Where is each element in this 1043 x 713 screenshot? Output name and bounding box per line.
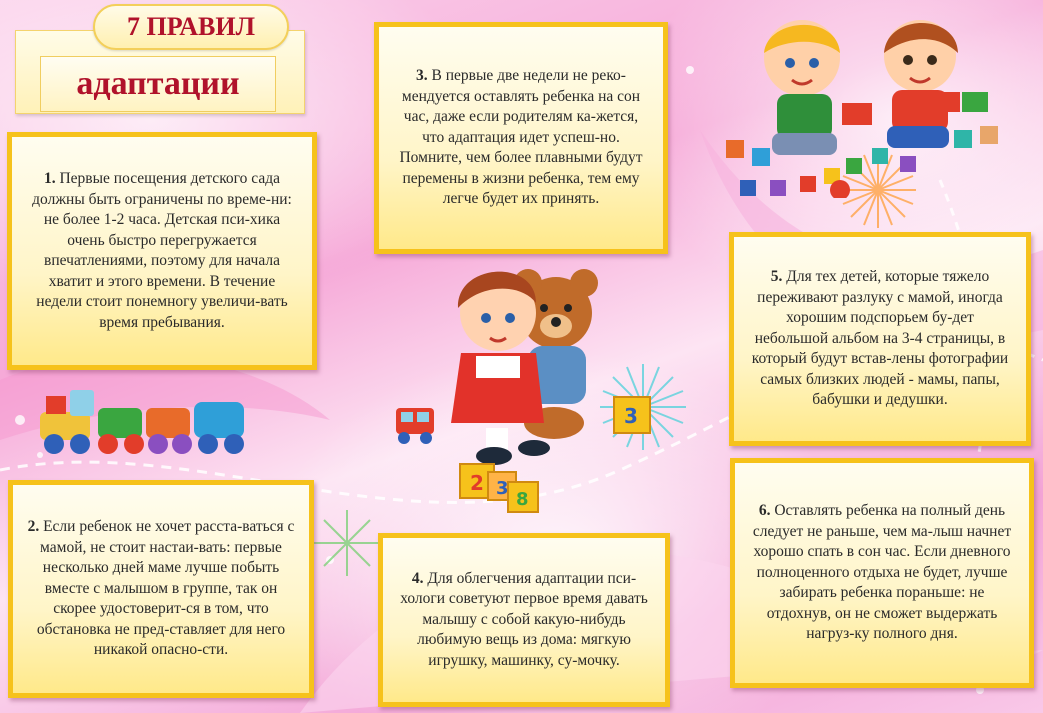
rule-card-1 (7, 132, 317, 370)
title-line-2: адаптации (40, 56, 276, 112)
number-blocks-picture (458, 458, 542, 514)
rule-body: В первые две недели не реко-мендуется оставлять ребенка на сон час, даже если родителям ка-жется, что адаптация идет успеш-но. Помните, чем более плавными будут перемены в жизни ребенка, тем ему легче будет их принять. (399, 67, 643, 208)
rule-body: Первые посещения детского сада должны быть ограничены по време-ни: не более 1-2 часа. Детская пси-хика очень быстро перегружается впечатлениями, поэтому для начала хватит и этого времени. В течение недели стоит понемногу увеличи-вать время пребывания. (32, 170, 292, 331)
svg-text:2: 2 (470, 471, 484, 495)
rule-card-3 (374, 22, 668, 254)
svg-text:8: 8 (516, 489, 529, 510)
title-line-1: 7 ПРАВИЛ (93, 4, 289, 50)
number-blocks-picture (610, 393, 654, 437)
rule-number: 3. (416, 67, 428, 85)
rule-card-5 (729, 232, 1031, 446)
rule-number: 6. (758, 502, 771, 520)
rule-number: 4. (411, 569, 424, 587)
rule-text-3 (393, 66, 649, 210)
children-playing-blocks-picture (722, 8, 1012, 198)
rule-body: Для тех детей, которые тяжело переживают разлуку с мамой, иногда хорошим подспорьем бу-дет небольшой альбом на 3-4 страницы, в который будут встав-лены фотографии самых близких людей - мамы, папы, бабушки и дедушки. (751, 268, 1009, 409)
rule-text-2 (27, 517, 295, 661)
rule-body: Для облегчения адаптации пси-хологи советуют первое время давать малышу с собой какую-нибудь любимую вещь из дома: мягкую игрушку, машинку, су-мочку. (400, 569, 648, 669)
rule-text-5 (748, 267, 1012, 411)
rule-card-4 (378, 533, 670, 707)
rule-body: Если ребенок не хочет расста-ваться с мамой, не стоит настаи-вать: первые несколько дней маме лучше побыть вместе с малышом в группе, так он скорее удостоверит-ся в том, что обстановка не пред-ставляет для него никакой опасно-сти. (36, 518, 295, 659)
toy-train-car-picture (392, 402, 438, 446)
girl-with-teddy-bear-picture (436, 258, 616, 466)
rule-number: 2. (27, 518, 40, 536)
rule-number: 5. (770, 268, 783, 286)
rule-card-2 (8, 480, 314, 698)
toy-train-picture (36, 382, 252, 462)
rule-number: 1. (43, 170, 56, 187)
rule-text-4 (397, 569, 651, 672)
svg-text:3: 3 (624, 404, 638, 428)
rule-body: Оставлять ребенка на полный день следует не раньше, чем ма-лыш начнет хорошо спать в сон час. Если дневного полноценного отдыха не будет, лучше забирать ребенка пораньше: не отдохнув, он не сможет выдержать нагруз-ку полного дня. (752, 502, 1012, 643)
svg-text:3: 3 (496, 478, 509, 499)
sunburst-decoration (312, 508, 382, 578)
rule-card-6 (730, 458, 1034, 688)
rule-text-1 (26, 169, 298, 333)
rule-text-6 (749, 501, 1015, 645)
